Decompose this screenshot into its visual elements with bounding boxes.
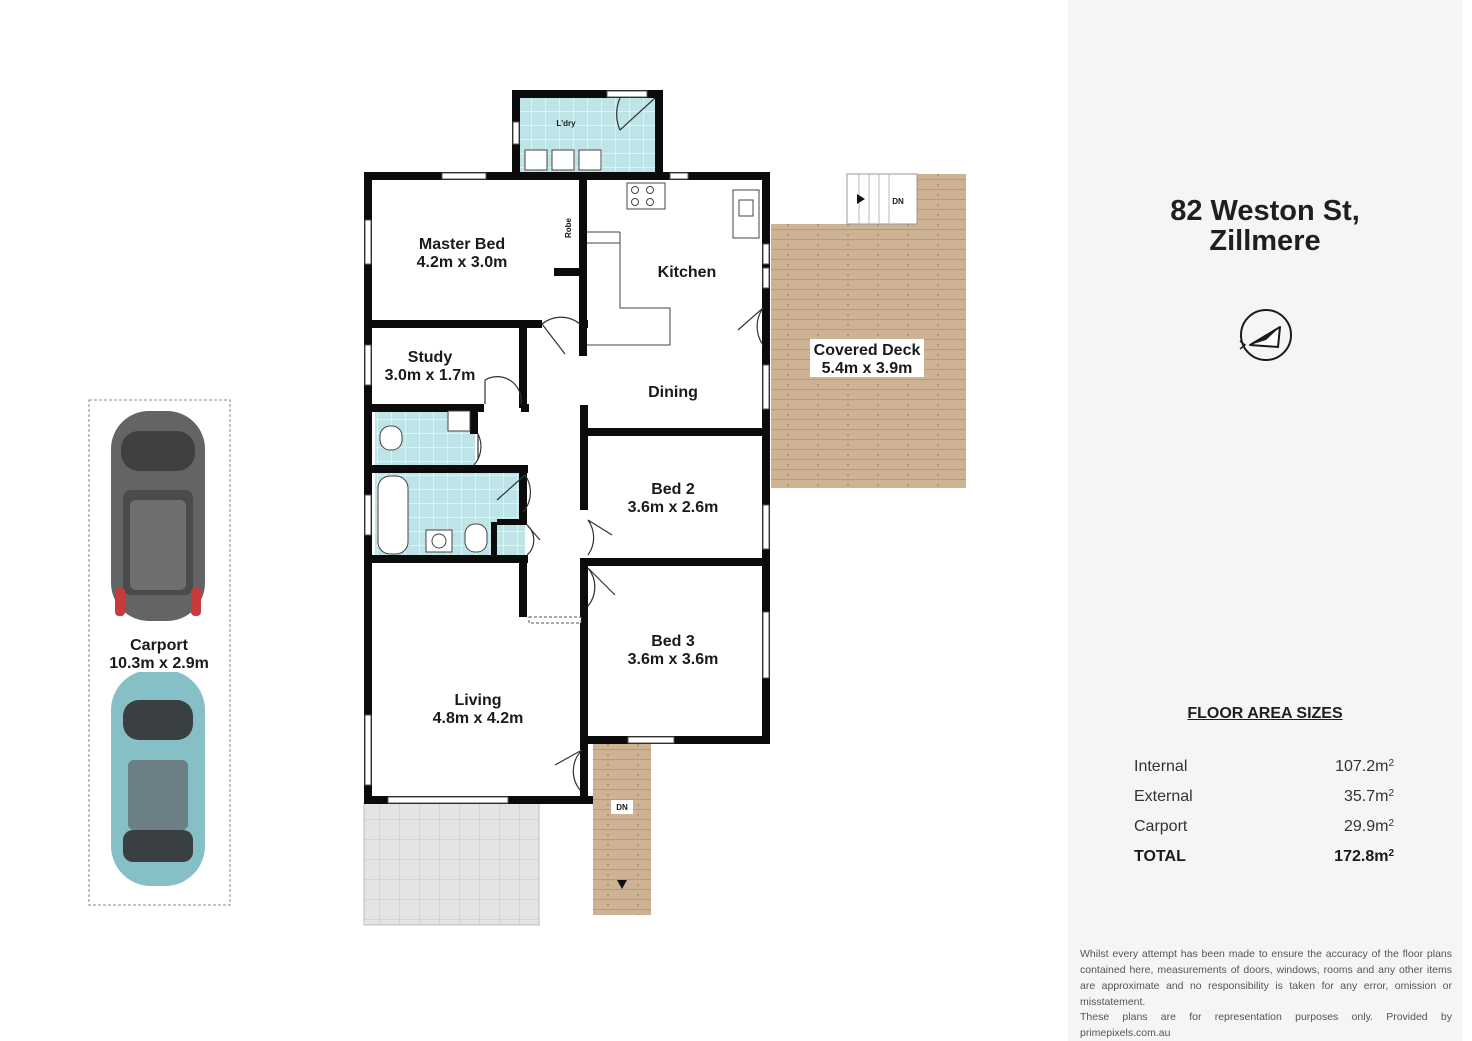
room-name-study: Study (407, 349, 453, 366)
area-label: External (1134, 788, 1193, 805)
room-dims-study: 3.0m x 1.7m (384, 367, 476, 384)
area-row-internal (1134, 758, 1394, 780)
room-dims-carport: 10.3m x 2.9m (109, 655, 209, 672)
area-value: $107.2m^2$ (1335, 758, 1394, 775)
area-row-carport (1134, 818, 1394, 840)
room-name-bed-3: Bed 3 (651, 633, 695, 650)
area-value: $29.9m^2$ (1343, 818, 1394, 835)
laundry-label: L'dry (556, 119, 576, 128)
room-dims-covered-deck: 5.4m x 3.9m (821, 360, 913, 377)
area-label: TOTAL (1134, 848, 1186, 865)
room-dims-bed-3: 3.6m x 3.6m (627, 651, 719, 668)
credit-text: These plans are for representation purposes only. Provided by primepixels.com.au (1080, 1011, 1452, 1039)
car-teal (111, 670, 205, 886)
info-panel (1068, 0, 1462, 1041)
car-grey (111, 411, 205, 621)
room-name-living: Living (454, 692, 502, 709)
area-label: Carport (1134, 818, 1188, 835)
door-swings (474, 98, 763, 790)
front-stairs (593, 743, 651, 915)
paved-area (364, 803, 539, 925)
room-name-carport: Carport (130, 637, 188, 654)
area-label: Internal (1134, 758, 1188, 775)
hall-opening (529, 617, 581, 623)
front-stairs-dn-label: DN (616, 803, 628, 812)
room-name-kitchen: Kitchen (657, 264, 717, 281)
room-name-covered-deck: Covered Deck (813, 342, 921, 359)
room-name-dining: Dining (648, 384, 698, 401)
address-line-2: Zillmere (1209, 225, 1321, 257)
covered-deck (771, 174, 966, 488)
area-row-total (1134, 848, 1394, 870)
room-dims-master-bed: 4.2m x 3.0m (416, 254, 508, 271)
robe-label: Robe (564, 218, 573, 238)
area-row-external (1134, 788, 1394, 810)
disclaimer-text: Whilst every attempt has been made to ensure the accuracy of the floor plans contained here, measurements of doors, windows, rooms and any other items are approximate and no responsibility is taken for any error, omission or misstatement. (1080, 948, 1452, 1008)
north-arrow-icon (1236, 307, 1294, 365)
room-name-master-bed: Master Bed (418, 236, 506, 253)
room-dims-bed-2: 3.6m x 2.6m (627, 499, 719, 516)
room-name-bed-2: Bed 2 (651, 481, 695, 498)
room-dims-living: 4.8m x 4.2m (432, 710, 524, 727)
floor-area-title: FLOOR AREA SIZES (1187, 705, 1343, 722)
address-line-1: 82 Weston St, (1170, 195, 1360, 227)
area-value: $172.8m^2$ (1334, 848, 1394, 865)
area-value: $35.7m^2$ (1343, 788, 1394, 805)
deck-stairs-dn-label: DN (892, 197, 904, 206)
